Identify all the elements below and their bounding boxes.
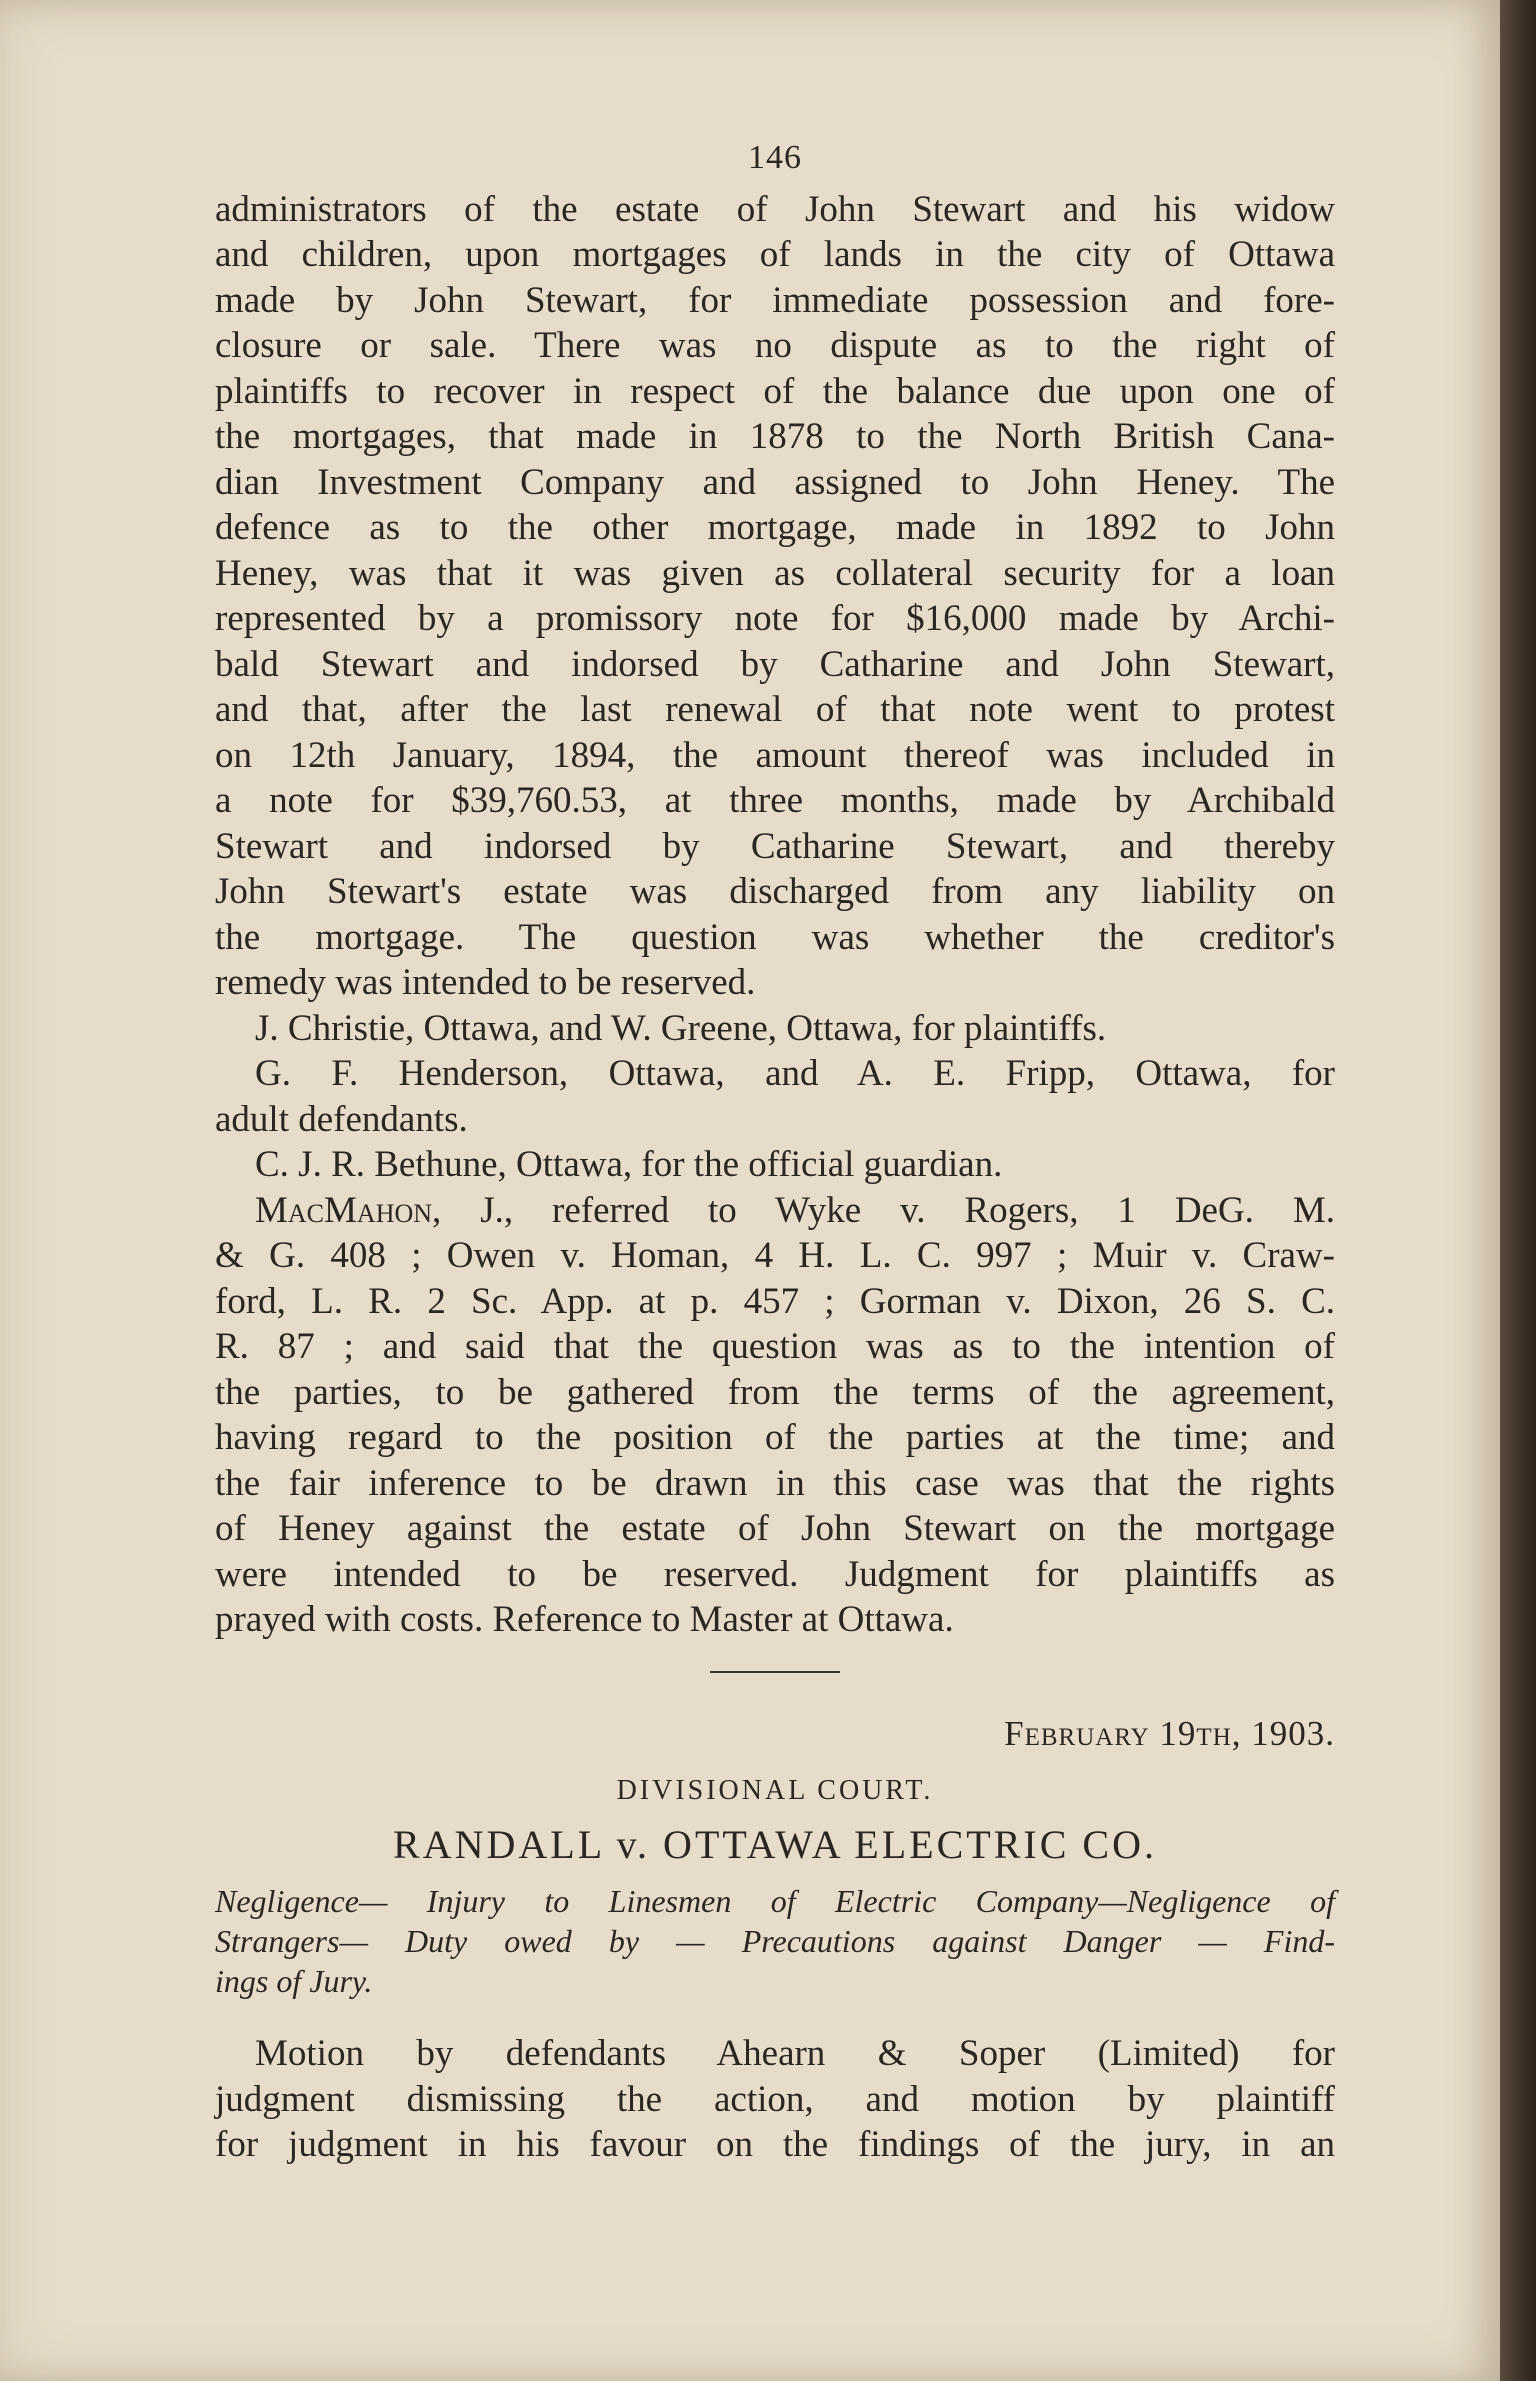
text-line: the parties, to be gathered from the terms of the agreement, — [215, 1371, 1335, 1413]
text-line: R. 87 ; and said that the question was as to the intention of — [215, 1326, 1335, 1367]
text-line: bald Stewart and indorsed by Catharine and John Stewart, — [215, 643, 1335, 685]
text-line: and that, after the last renewal of that note went to protest — [215, 689, 1335, 730]
text-line: John Stewart's estate was discharged from any liability on — [215, 871, 1335, 912]
text-line: remedy was intended to be reserved. — [215, 962, 756, 1003]
text-line: Stewart and indorsed by Catharine Stewart, and thereby — [215, 825, 1335, 867]
text-line: closure or sale. There was no dispute as to the right of — [215, 325, 1335, 366]
text-line: and children, upon mortgages of lands in the city of Ottawa — [215, 234, 1335, 275]
page-number: 146 — [748, 139, 802, 176]
counsel-paragraph — [215, 1006, 1335, 1188]
text-line: of Heney against the estate of John Stewart on the mortgage — [215, 1508, 1335, 1549]
text-line: Heney, was that it was given as collateral security for a loan — [215, 552, 1335, 594]
headnote-line: Negligence— Injury to Linesmen of Electric Company—Negligence of — [215, 1883, 1335, 1919]
intro-paragraph — [215, 187, 1335, 1006]
section-divider — [710, 1671, 840, 1673]
counsel-line: C. J. R. Bethune, Ottawa, for the official guardian. — [255, 1144, 1003, 1185]
text-line: a note for $39,760.53, at three months, made by Archibald — [215, 780, 1335, 821]
headnote — [215, 1881, 1335, 2001]
text-line: the mortgages, that made in 1878 to the North British Cana- — [215, 416, 1335, 457]
headnote-line: Strangers— Duty owed by — Precautions against Danger — Find- — [215, 1923, 1335, 1959]
case-title: RANDALL v. OTTAWA ELECTRIC CO. — [393, 1821, 1157, 1867]
page-content — [215, 135, 1335, 2168]
text-line: & G. 408 ; Owen v. Homan, 4 H. L. C. 997 ; Muir v. Craw- — [215, 1235, 1335, 1276]
text-line: the mortgage. The question was whether the creditor's — [215, 916, 1335, 958]
page-edge — [1500, 0, 1536, 2381]
text-line: Motion by defendants Ahearn & Soper (Limited) for — [255, 2033, 1335, 2074]
text-line: judgment dismissing the action, and motion by plaintiff — [215, 2078, 1335, 2120]
text-line: plaintiffs to recover in respect of the balance due upon one of — [215, 370, 1335, 412]
text-line: represented by a promissory note for $16,000 made by Archi- — [215, 598, 1335, 639]
text-line: referred to Wyke v. Rogers, 1 DeG. M. — [552, 1189, 1336, 1231]
text-line: made by John Stewart, for immediate possession and fore- — [215, 279, 1335, 321]
judgment-paragraph — [215, 1188, 1335, 1643]
text-line: the fair inference to be drawn in this case was that the rights — [215, 1462, 1335, 1504]
counsel-line: G. F. Henderson, Ottawa, and A. E. Fripp, Ottawa, for — [255, 1053, 1335, 1094]
judge-name: MacMahon, J., — [255, 1189, 514, 1231]
motion-paragraph — [215, 2031, 1335, 2168]
text-line: prayed with costs. Reference to Master at Ottawa. — [215, 1599, 954, 1640]
text-line: having regard to the position of the parties at the time; and — [215, 1417, 1335, 1458]
decision-date: February 19th, 1903. — [1004, 1713, 1335, 1753]
text-line: were intended to be reserved. Judgment for plaintiffs as — [215, 1553, 1335, 1595]
text-line: defence as to the other mortgage, made in 1892 to John — [215, 507, 1335, 548]
text-line: on 12th January, 1894, the amount thereof was included in — [215, 734, 1335, 776]
counsel-line: adult defendants. — [215, 1098, 468, 1140]
text-line: for judgment in his favour on the findings of the jury, in an — [215, 2124, 1335, 2165]
text-line: ford, L. R. 2 Sc. App. at p. 457 ; Gorman v. Dixon, 26 S. C. — [215, 1280, 1335, 1322]
counsel-line: J. Christie, Ottawa, and W. Greene, Ottawa, for plaintiffs. — [255, 1007, 1107, 1049]
headnote-line: ings of Jury. — [215, 1963, 373, 1999]
court-name: DIVISIONAL COURT. — [616, 1775, 934, 1806]
text-line: administrators of the estate of John Stewart and his widow — [215, 188, 1335, 230]
text-line: dian Investment Company and assigned to John Heney. The — [215, 461, 1335, 503]
